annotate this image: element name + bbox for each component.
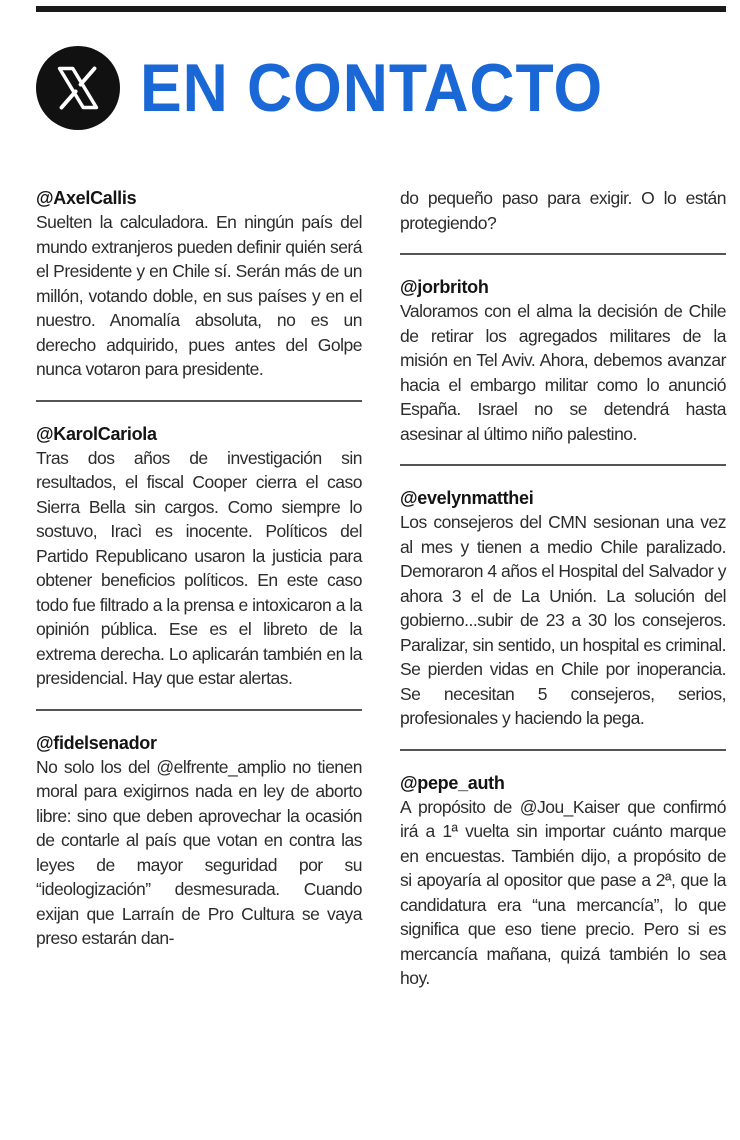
post-divider: [36, 400, 362, 402]
post-handle[interactable]: @pepe_auth: [400, 772, 505, 793]
post-handle[interactable]: @evelynmatthei: [400, 488, 534, 508]
x-glyph-icon: [52, 62, 104, 114]
post-pepe-auth: [400, 771, 726, 991]
post-handle[interactable]: @AxelCallis: [36, 188, 137, 208]
post-karolcariola: [36, 422, 362, 691]
post-fidelsenador: [36, 731, 362, 951]
post-text: A propósito de @Jou_Kaiser que confirmó irá a 1ª vuelta sin importar cuánto marque en encuestas. También dijo, a propósito de si apoyaría al opositor que pase a 2ª, que la candidatura era “una mercancía”, lo que significa que eso tiene precio. Pero si es mercancía mañana, quizá también lo sea hoy.: [400, 796, 726, 988]
section-title: EN CONTACTO: [140, 50, 604, 126]
post-text: No solo los del @elfrente_amplio no tienen moral para exigirnos nada en ley de aborto libre: sino que deben aprovechar la ocasión de contarle al país que votan en contra las leyes de mayor seguridad por su “ideologización” desmesurada. Cuando exijan que Larraín de Pro Cultura se vaya preso estarán dan-: [36, 756, 362, 948]
top-rule: [36, 6, 726, 12]
x-logo-icon: [36, 46, 120, 130]
section-header: [36, 46, 643, 130]
post-text: Valoramos con el alma la decisión de Chile de retirar los agregados militares de la misión en Tel Aviv. Ahora, debemos avanzar hacia el embargo militar como lo anunció España. Israel no se detendrá hasta asesinar al último niño palestino.: [400, 301, 726, 444]
post-divider: [36, 709, 362, 711]
post-axelcallis: [36, 186, 362, 382]
post-text: Los consejeros del CMN sesionan una vez al mes y tienen a medio Chile paralizado. Demoraron 4 años el Hospital del Salvador y ahora 3 el de La Unión. La solución del gobierno...subir de 23 a 30 los consejeros. Paralizar, sin sentido, un hospital es criminal. Se pierden vidas en Chile por inoperancia. Se necesitan 5 consejeros, serios, profesionales y haciendo la pega.: [400, 512, 726, 728]
post-text: Suelten la calculadora. En ningún país del mundo extranjeros pueden definir quién será el Presidente y en Chile sí. Serán más de un millón, votando doble, en sus países y en el nuestro. Anomalía absoluta, no es un derecho adquirido, pues antes del Golpe nunca votaron para presidente.: [36, 212, 362, 379]
post-text: Tras dos años de investigación sin resultados, el fiscal Cooper cierra el caso Sierra Bella sin cargos. Como siempre lo sostuvo, Iracì es inocente. Políticos del Partido Republicano usaron la justicia para obtener beneficios políticos. En este caso todo fue filtrado a la prensa e intoxicaron a la opinión pública. Ese es el libreto de la extrema derecha. Lo aplicarán también en la presidencial. Hay que estar alertas.: [36, 447, 362, 688]
right-column: [400, 186, 726, 991]
post-jorbritoh: [400, 275, 726, 446]
post-divider: [400, 749, 726, 751]
post-handle[interactable]: @fidelsenador: [36, 732, 157, 753]
post-divider: [400, 253, 726, 255]
left-column: [36, 186, 362, 991]
posts-columns: [36, 186, 726, 991]
post-divider: [400, 464, 726, 466]
post-handle[interactable]: @KarolCariola: [36, 423, 157, 444]
post-evelynmatthei: [400, 486, 726, 731]
post-handle[interactable]: @jorbritoh: [400, 277, 489, 297]
post-continuation: do pequeño paso para exigir. O lo están protegiendo?: [400, 188, 726, 233]
